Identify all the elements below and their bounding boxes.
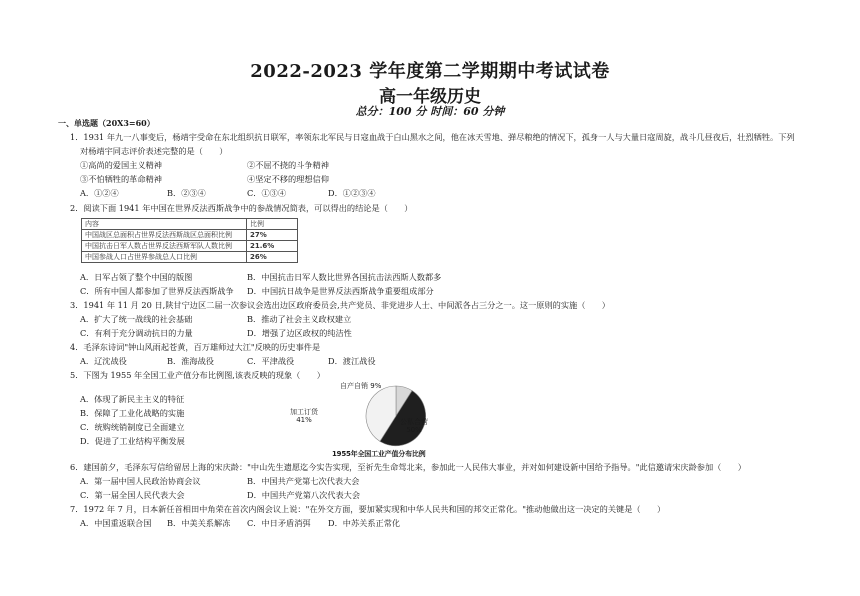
table-cell: 中国抗击日军人数占世界反法西斯军队人数比例 <box>82 241 247 252</box>
q5-option-a[interactable]: A．体现了新民主主义的特征 <box>80 394 185 404</box>
q5-stem: 5．下图为 1955 年全国工业产值分布比例图,该表反映的现象（ ） <box>70 370 325 380</box>
q2-table <box>81 218 298 263</box>
q1-item: ②不屈不挠的斗争精神 <box>247 160 329 170</box>
q3-option-a[interactable]: A．扩大了统一战线的社会基础 <box>80 314 193 324</box>
pie-label-self <box>340 382 381 390</box>
q7-option-a[interactable]: A．中国重返联合国 <box>80 518 152 528</box>
pie-label-self-name: 自产自销 <box>340 382 368 390</box>
q1-option-d[interactable]: D．①②③④ <box>328 188 376 198</box>
pie-label-processing <box>290 408 318 424</box>
q2-option-c[interactable]: C．所有中国人都参加了世界反法西斯战争 <box>80 286 234 296</box>
q4-option-a[interactable]: A．辽沈战役 <box>80 356 127 366</box>
pie-label-processing-value: 41% <box>296 416 312 424</box>
table-header: 内容 <box>82 219 247 230</box>
q1-item: ①高尚的爱国主义精神 <box>80 160 162 170</box>
q4-stem: 4．毛泽东诗词"钟山风雨起苍黄，百万雄师过大江"反映的历史事件是 <box>70 342 321 352</box>
pie-chart-title: 1955年全国工业产值分布比例 <box>332 450 426 458</box>
exam-meta: 总分：100 分 时间：60 分钟 <box>355 105 505 118</box>
q4-option-c[interactable]: C．平津战役 <box>247 356 295 366</box>
q1-option-c[interactable]: C．①③④ <box>247 188 287 198</box>
q5-option-b[interactable]: B．保障了工业化战略的实施 <box>80 408 185 418</box>
q5-option-c[interactable]: C．统购统销制度已全面建立 <box>80 422 185 432</box>
q6-option-c[interactable]: C．第一届全国人民代表大会 <box>80 490 185 500</box>
table-cell: 21.6% <box>247 241 298 252</box>
q7-option-d[interactable]: D．中苏关系正常化 <box>328 518 401 528</box>
q3-option-b[interactable]: B．推动了社会主义政权建立 <box>247 314 352 324</box>
q1-option-b[interactable]: B．②③④ <box>167 188 206 198</box>
q6-option-a[interactable]: A．第一届中国人民政治协商会议 <box>80 476 201 486</box>
exam-title: 2022-2023 学年度第二学期期中考试试卷 <box>250 61 610 82</box>
q6-option-d[interactable]: D．中国共产党第八次代表大会 <box>247 490 361 500</box>
q4-option-b[interactable]: B．淮海战役 <box>167 356 214 366</box>
q6-stem: 6．建国前夕，毛泽东写信给留居上海的宋庆龄："中山先生遗愿迄今实告实现，至祈先生命驾北来，参加此一人民伟大事业，并对如何建设新中国给予指导。"此信邀请宋庆龄参加（ ） <box>70 462 746 472</box>
q6-option-b[interactable]: B．中国共产党第七次代表大会 <box>247 476 360 486</box>
q4-option-d[interactable]: D．渡江战役 <box>328 356 376 366</box>
table-cell: 中国战区总面积占世界反法西斯战区总面积比例 <box>82 230 247 241</box>
pie-chart-svg <box>290 378 490 460</box>
q7-option-b[interactable]: B．中美关系解冻 <box>167 518 231 528</box>
pie-label-processing-name: 加工订货 <box>290 408 318 416</box>
q1-item: ③不怕牺牲的革命精神 <box>80 174 162 184</box>
pie-label-joint-name: 公私合营 <box>400 418 428 426</box>
q3-option-d[interactable]: D．增强了边区政权的纯洁性 <box>247 328 352 338</box>
table-cell: 27% <box>247 230 298 241</box>
q1-option-a[interactable]: A．①②④ <box>80 188 119 198</box>
table-header: 比例 <box>247 219 298 230</box>
pie-label-joint-value: 50% <box>406 426 422 434</box>
q2-option-d[interactable]: D．中国抗日战争是世界反法西斯战争重要组成部分 <box>247 286 434 296</box>
q2-option-b[interactable]: B．中国抗击日军人数比世界各国抗击法西斯人数都多 <box>247 272 442 282</box>
q1-stem-line1: 1．1931 年九一八事变后，杨靖宇受命在东北组织抗日联军，率领东北军民与日寇血战于白山黑水之间，他在冰天雪地、弹尽粮绝的情况下，孤身一人与大量日寇周旋，战斗几昼夜后，壮烈牺牲。下列 <box>70 132 795 142</box>
q1-stem-line2: 对杨靖宇同志评价表述完整的是（ ） <box>80 146 228 156</box>
q1-item: ④坚定不移的理想信仰 <box>247 174 329 184</box>
section-heading: 一、单选题（20X3=60） <box>58 118 155 128</box>
q7-stem: 7．1972 年 7 月，日本新任首相田中角荣在首次内阁会议上说："在外交方面，要加紧实现和中华人民共和国的邦交正常化。"推动他做出这一决定的关键是（ ） <box>70 504 666 514</box>
q3-option-c[interactable]: C．有利于充分调动抗日的力量 <box>80 328 193 338</box>
pie-label-joint <box>400 418 428 434</box>
table-cell: 26% <box>247 252 298 263</box>
industry-pie-chart <box>290 378 490 460</box>
table-cell: 中国参战人口占世界参战总人口比例 <box>82 252 247 263</box>
q3-stem: 3．1941 年 11 月 20 日,陕甘宁边区二届一次参议会选出边区政府委员会,共产党员、非党进步人士、中间派各占三分之一。这一原则的实施（ ） <box>70 300 610 310</box>
pie-label-self-value: 9% <box>370 382 382 390</box>
q2-stem: 2．阅读下面 1941 年中国在世界反法西斯战争中的参战情况简表，可以得出的结论是（ ） <box>70 203 413 213</box>
q5-option-d[interactable]: D．促进了工业结构平衡发展 <box>80 436 185 446</box>
exam-subtitle: 高一年级历史 <box>379 87 481 107</box>
q2-option-a[interactable]: A．日军占领了整个中国的版图 <box>80 272 193 282</box>
q7-option-c[interactable]: C．中日矛盾消弭 <box>247 518 311 528</box>
